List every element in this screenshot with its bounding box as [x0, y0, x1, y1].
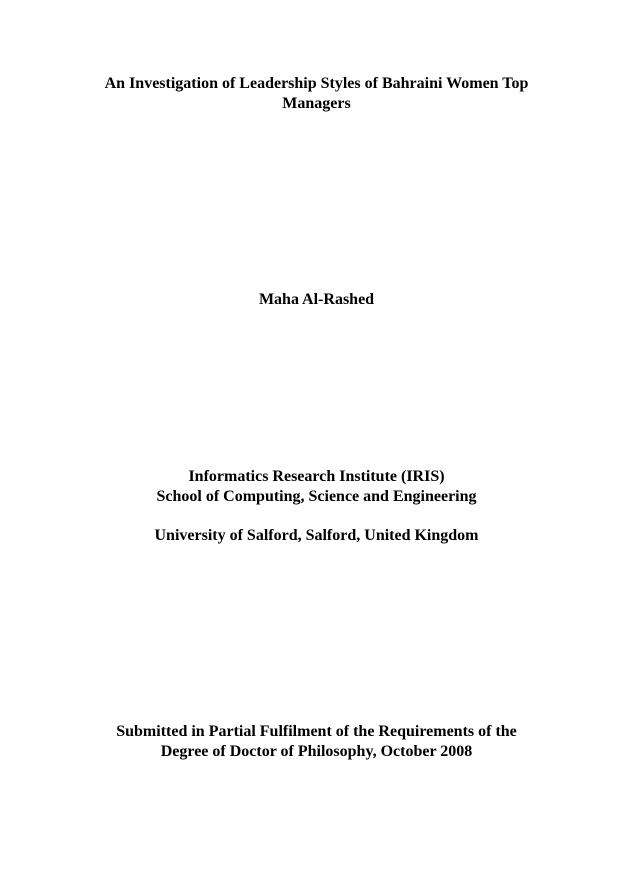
- university-name: University of Salford, Salford, United Kingdom: [154, 527, 479, 544]
- thesis-title: [0, 74, 633, 114]
- thesis-title-line-2: Managers: [282, 95, 351, 112]
- submission-line-1: Submitted in Partial Fulfilment of the Requirements of the: [116, 723, 517, 740]
- thesis-title-line-1: An Investigation of Leadership Styles of Bahraini Women Top: [104, 75, 529, 92]
- institute-name: Informatics Research Institute (IRIS): [188, 468, 445, 485]
- school-name: School of Computing, Science and Engineering: [156, 488, 477, 505]
- author-name-text: Maha Al-Rashed: [258, 291, 375, 308]
- submission-line-2: Degree of Doctor of Philosophy, October 2008: [160, 743, 473, 760]
- university: [0, 526, 633, 546]
- affiliation: [0, 467, 633, 507]
- submission-statement: [0, 722, 633, 762]
- author-name: [0, 290, 633, 310]
